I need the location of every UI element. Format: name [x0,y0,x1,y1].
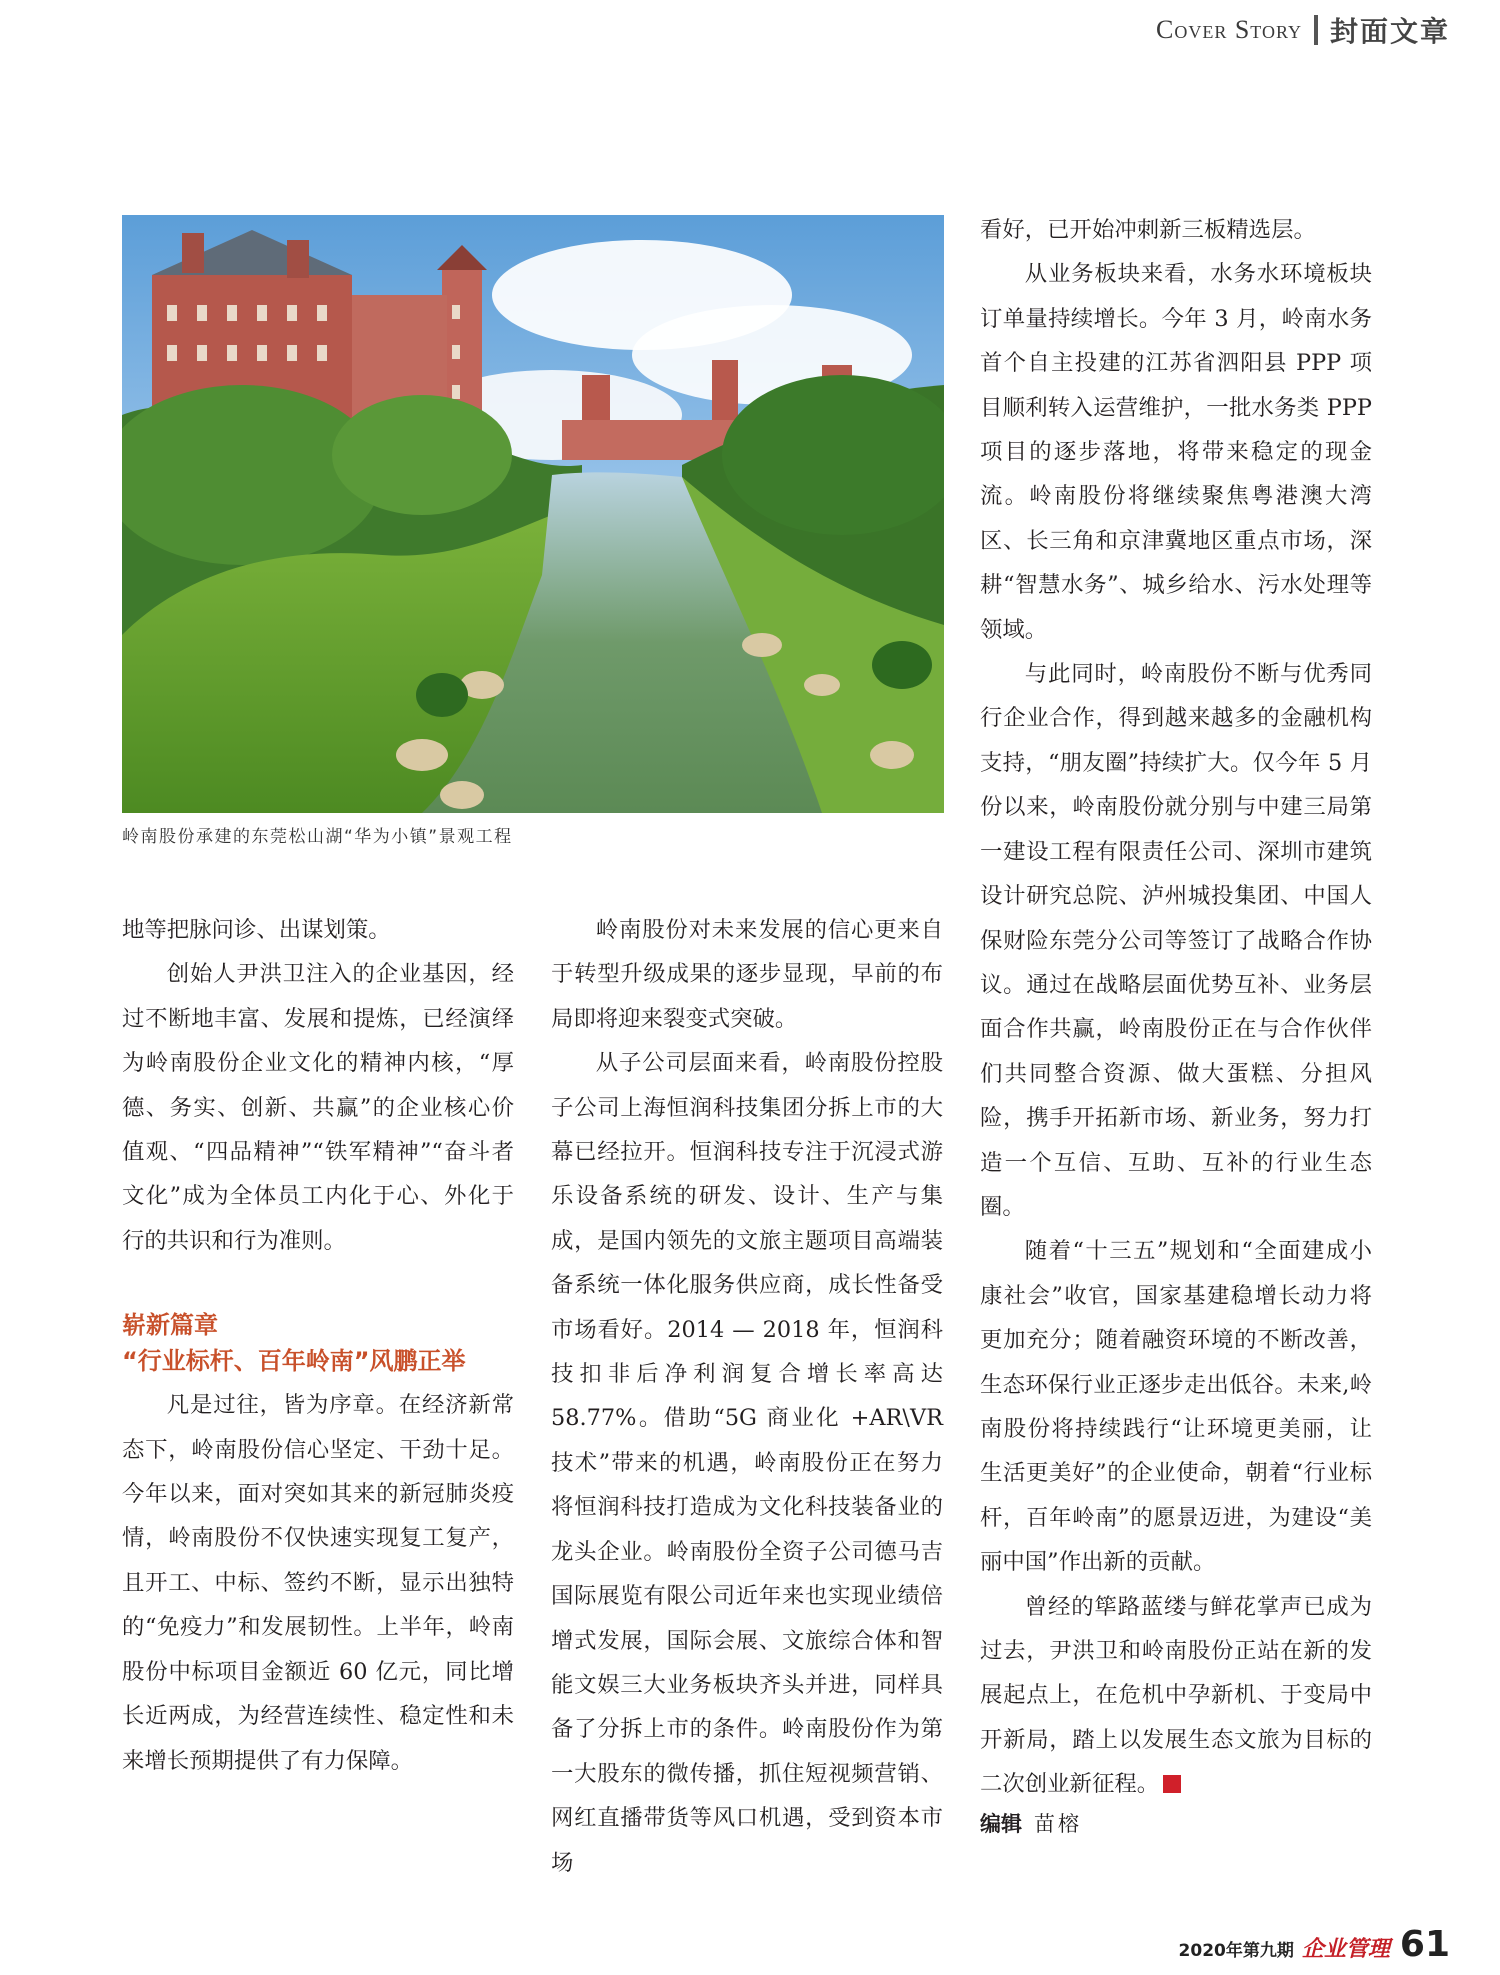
paragraph: 从业务板块来看，水务水环境板块订单量持续增长。今年 3 月，岭南水务首个自主投建的江苏省泗阳县 PPP 项目顺利转入运营维护，一批水务类 PPP 项目的逐步落地，将带来稳定的现金流。岭南股份将继续聚焦粤港澳大湾区、长三角和京津冀地区重点市场，深耕“智慧水务”、城乡给水、污水处理等领域。 [980,261,1372,643]
paragraph-final-text: 曾经的筚路蓝缕与鲜花掌声已成为过去，尹洪卫和岭南股份正站在新的发展起点上，在危机中孕新机、于变局中开新局，踏上以发展生态文旅为目标的二次创业新征程。 [980,1593,1372,1798]
landscape-photo [122,215,944,813]
section-label-en: Cover Story [1156,15,1302,44]
section-subtitle: “行业标杆、百年岭南”风鹏正举 [122,1347,466,1376]
paragraph-final [980,1585,1372,1807]
running-header [1156,10,1450,50]
section-label-cn: 封面文章 [1329,15,1450,48]
editor-name: 苗榕 [1034,1811,1082,1836]
column-2 [551,908,943,1885]
page-footer [1179,1924,1450,1965]
editor-label: 编辑 [980,1811,1022,1836]
section-heading [122,1307,514,1379]
issue-label: 2020年第九期 [1178,1941,1294,1961]
paragraph: 从子公司层面来看，岭南股份控股子公司上海恒润科技集团分拆上市的大幕已经拉开。恒润科技专注于沉浸式游乐设备系统的研发、设计、生产与集成，是国内领先的文旅主题项目高端装备系统一体化服务供应商，成长性备受市场看好。2014 — 2018 年，恒润科技扣非后净利润复合增长率高达 58.77%。借助“5G 商业化 +AR\VR 技术”带来的机遇，岭南股份正在努力将恒润科技打造成为文化科技装备业的龙头企业。岭南股份全资子公司德马吉国际展览有限公司近年来也实现业绩倍增式发展，国际会展、文旅综合体和智能文娱三大业务板块齐头并进，同样具备了分拆上市的条件。岭南股份作为第一大股东的微传播，抓住短视频营销、网红直播带货等风口机遇，受到资本市场 [551,1050,943,1876]
editor-credit [980,1807,1372,1841]
paragraph: 凡是过往，皆为序章。在经济新常态下，岭南股份信心坚定、干劲十足。今年以来，面对突如其来的新冠肺炎疫情，岭南股份不仅快速实现复工复产，且开工、中标、签约不断，显示出独特的“免疫力”和发展韧性。上半年，岭南股份中标项目金额近 60 亿元，同比增长近两成，为经营连续性、稳定性和未来增长预期提供了有力保障。 [122,1392,514,1774]
header-divider [1314,15,1318,45]
paragraph: 随着“十三五”规划和“全面建成小康社会”收官，国家基建稳增长动力将更加充分；随着融资环境的不断改善，生态环保行业正逐步走出低谷。未来,岭南股份将持续践行“让环境更美丽，让生活更美好”的企业使命，朝着“行业标杆，百年岭南”的愿景迈进，为建设“美丽中国”作出新的贡献。 [980,1238,1372,1576]
paragraph: 创始人尹洪卫注入的企业基因，经过不断地丰富、发展和提炼，已经演绎为岭南股份企业文化的精神内核，“厚德、务实、创新、共赢”的企业核心价值观、“四品精神”“铁军精神”“奋斗者文化”成为全体员工内化于心、外化于行的共识和行为准则。 [122,961,514,1254]
paragraph: 看好，已开始冲刺新三板精选层。 [980,217,1316,243]
paragraph: 地等把脉问诊、出谋划策。 [122,917,391,943]
end-mark-icon [1163,1775,1181,1793]
paragraph: 与此同时，岭南股份不断与优秀同行企业合作，得到越来越多的金融机构支持，“朋友圈”持续扩大。仅今年 5 月份以来，岭南股份就分别与中建三局第一建设工程有限责任公司、深圳市建筑设计研究总院、泸州城投集团、中国人保财险东莞分公司等签订了战略合作协议。通过在战略层面优势互补、业务层面合作共赢，岭南股份正在与合作伙伴们共同整合资源、做大蛋糕、分担风险，携手开拓新市场、新业务，努力打造一个互信、互助、互补的行业生态圈。 [980,661,1372,1220]
column-1 [122,908,514,1783]
magazine-logo: 企业管理 [1301,1936,1390,1962]
paragraph: 岭南股份对未来发展的信心更来自于转型升级成果的逐步显现，早前的布局即将迎来裂变式突破。 [551,917,943,1032]
section-title: 崭新篇章 [122,1311,218,1340]
photo-caption: 岭南股份承建的东莞松山湖“华为小镇”景观工程 [122,827,513,847]
page-number: 61 [1399,1924,1450,1965]
column-3 [980,208,1372,1841]
